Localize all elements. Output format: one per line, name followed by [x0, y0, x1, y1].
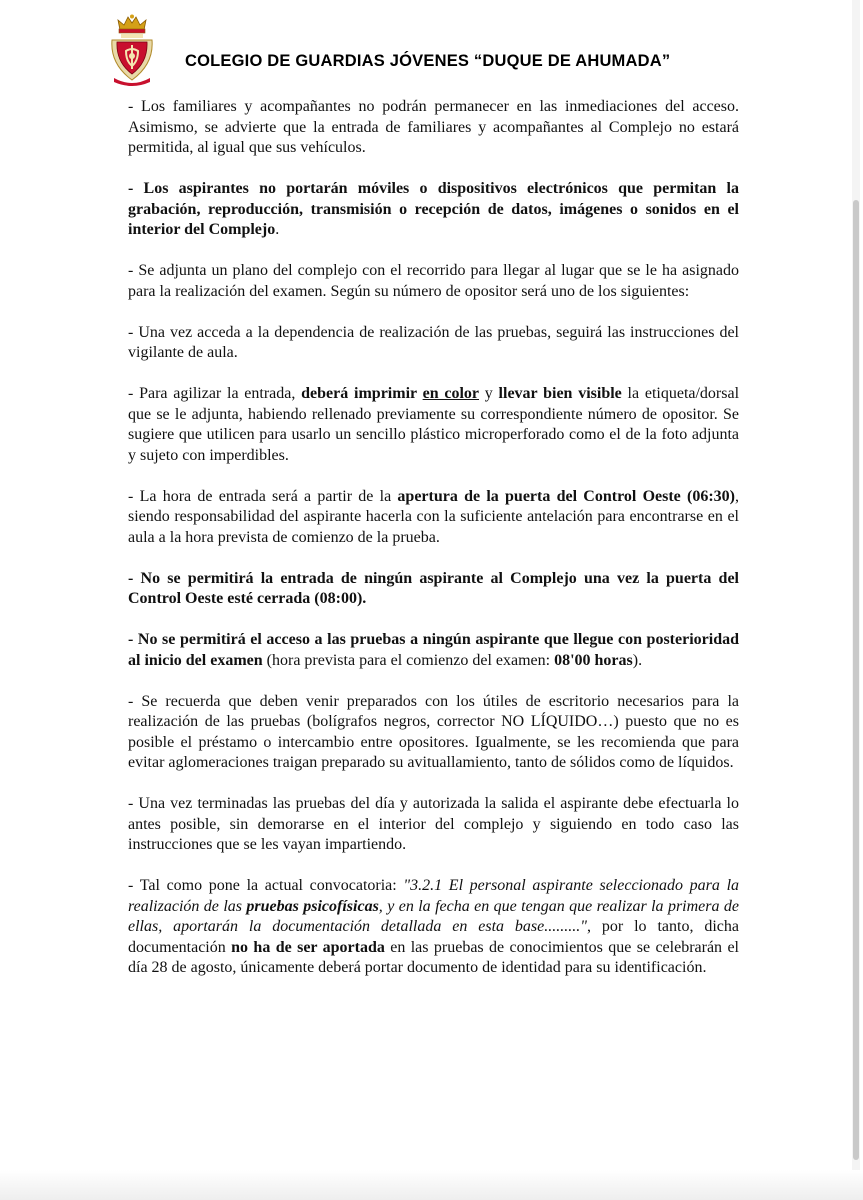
text: y: [479, 385, 499, 402]
bold-text: - Los aspirantes no portarán móviles o dispositivos electrónicos que permitan la grabación, reproducción, transmisión o recepción de datos, imágenes o sonidos en el interior del Complejo: [128, 180, 739, 238]
guardia-civil-crest-logo: [106, 14, 158, 86]
bold-text: no ha de ser aportada: [231, 938, 385, 956]
text: , siendo responsabilidad del aspirante hacerla con la suficiente antelación para encontrarse en el aula a la hora prevista de comienzo de la prueba.: [128, 487, 740, 546]
scrollbar-thumb[interactable]: [853, 200, 859, 1160]
text: , por lo tanto, dicha documentación: [128, 918, 740, 956]
text: - La hora de entrada será a partir de la: [128, 487, 398, 505]
vertical-scrollbar[interactable]: [849, 0, 863, 1200]
text: .: [275, 221, 280, 238]
text: (hora prevista para el comienzo del examen:: [262, 651, 555, 669]
paragraph-exit: - Una vez terminadas las pruebas del día y autorizada la salida el aspirante debe efectuarla lo antes posible, sin demorarse en el interior del complejo y siguiendo en todo caso las instrucciones que se les vayan impartiendo.: [128, 795, 739, 853]
paragraph-entry-time: [128, 487, 739, 549]
text: en las pruebas de conocimientos que se celebrarán el día 28 de agosto, únicamente deberá portar documento de identidad para su identificación.: [128, 938, 739, 976]
page-bottom-shadow: [0, 1170, 863, 1200]
bold-text: - No se permitirá la entrada de ningún aspirante al Complejo una vez la puerta del Control Oeste esté cerrada (08:00).: [128, 569, 739, 607]
italic-quote: "3.2.1 El personal aspirante seleccionado para la realización de las: [128, 877, 740, 915]
italic-quote: , y en la fecha en que tengan que realizar la primera de ellas, aportarán la documentación detallada en esta base.........": [128, 897, 739, 935]
paragraph-late-arrival: [128, 630, 739, 671]
paragraph-convocatoria: [128, 876, 739, 979]
document-header: [0, 0, 863, 96]
bold-text: apertura de la puerta del Control Oeste (06:30): [397, 487, 736, 505]
text: ).: [632, 651, 643, 669]
underlined-bold-text: en color: [422, 385, 480, 402]
paragraph-print-label: [128, 384, 739, 466]
text: - Para agilizar la entrada,: [128, 385, 302, 402]
bold-text: - No se permitirá el acceso a las pruebas a ningún aspirante que llegue con posterioridad al inicio del examen: [128, 631, 739, 669]
bold-text: 08'00 horas: [554, 651, 633, 669]
paragraph-map: - Se adjunta un plano del complejo con el recorrido para llegar al lugar que se le ha asignado para la realización del examen. Según su número de opositor será uno de los siguientes:: [128, 262, 739, 300]
bold-text: deberá imprimir: [301, 385, 423, 402]
text: - Tal como pone la actual convocatoria:: [128, 877, 404, 894]
bold-text: llevar bien visible: [498, 385, 622, 402]
paragraph-supplies: - Se recuerda que deben venir preparados con los útiles de escritorio necesarios para la realización de las pruebas (bolígrafos negros, corrector NO LÍQUIDO…) puesto que no es posible el préstamo o intercambio entre opositores. Igualmente, se les recomienda que para evitar aglomeraciones traigan preparado su avituallamiento, tanto de sólidos como de líquidos.: [128, 692, 739, 771]
bold-italic-text: pruebas psicofísicas: [246, 897, 379, 915]
header-title: COLEGIO DE GUARDIAS JÓVENES “DUQUE DE AHUMADA”: [185, 52, 671, 70]
paragraph-classroom-instructions: - Una vez acceda a la dependencia de realización de las pruebas, seguirá las instrucciones del vigilante de aula.: [128, 323, 739, 361]
paragraph-no-devices: [128, 179, 739, 241]
paragraph-gate-closed: [128, 569, 739, 610]
document-body: [128, 97, 739, 999]
paragraph-family-access: - Los familiares y acompañantes no podrán permanecer en las inmediaciones del acceso. Asimismo, se advierte que la entrada de familiares y acompañantes al Complejo no estará permitida, al igual que sus vehículos.: [128, 98, 739, 156]
text: la etiqueta/dorsal que se le adjunta, habiendo rellenado previamente su correspondiente número de opositor. Se sugiere que utilicen para usarlo un sencillo plástico microperforado como el de la foto adjunta y sujeto con imperdibles.: [128, 385, 740, 464]
